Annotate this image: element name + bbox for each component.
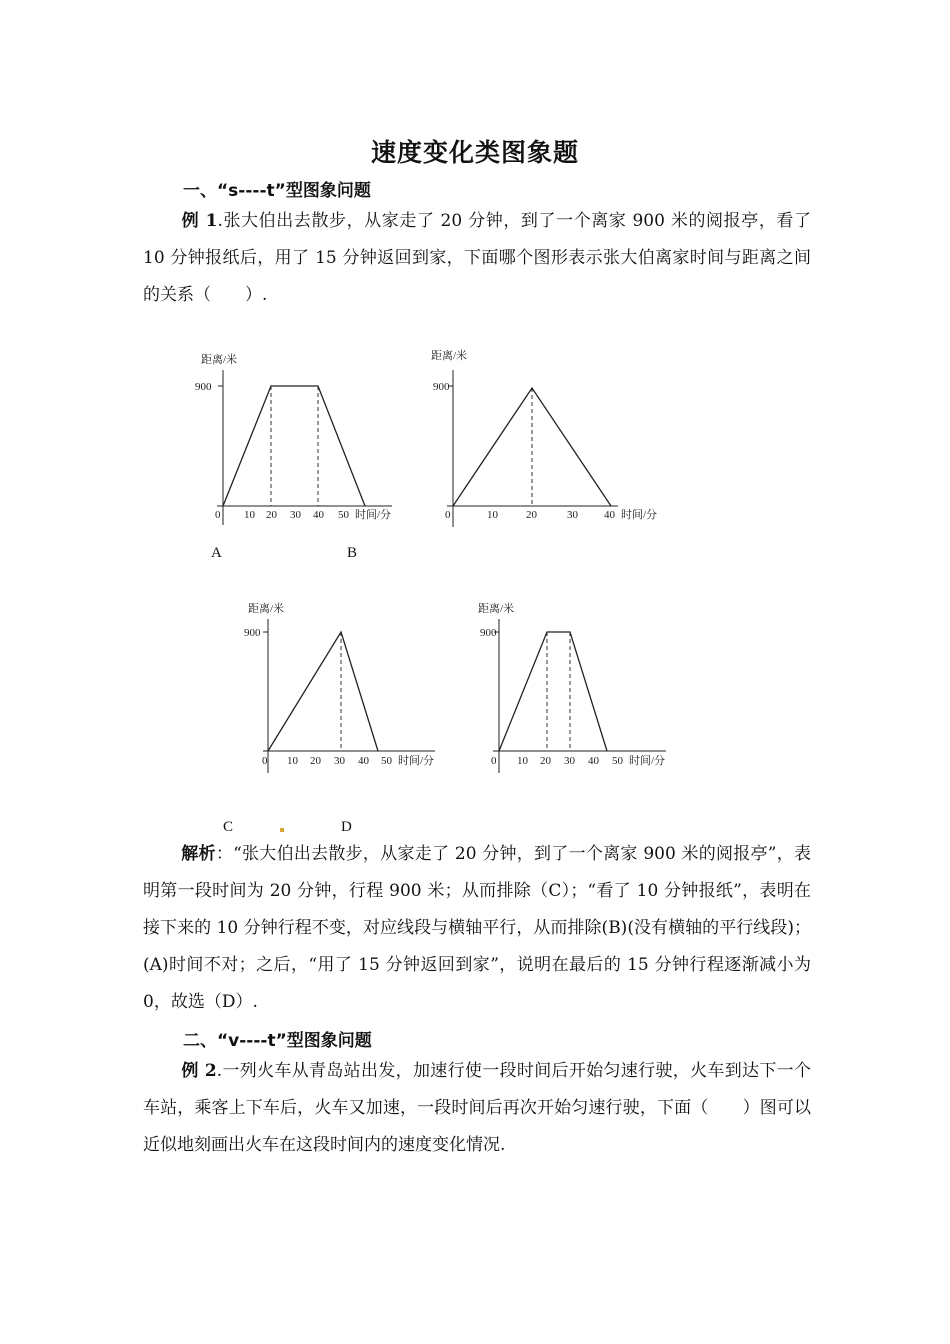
graph-d [468,592,688,786]
graph-c [238,592,448,786]
graph-d-xtick-20: 20 [540,755,551,767]
graph-b-svg [428,345,668,535]
graph-c-svg [238,592,448,782]
graph-a-origin: 0 [215,509,221,521]
graph-d-xtick-50: 50 [612,755,623,767]
graph-a-xtick-30: 30 [290,509,301,521]
graph-a-xtick-20: 20 [266,509,277,521]
option-c-label: C [223,819,234,835]
graph-a-svg [195,345,405,535]
graph-c-ytick: 900 [244,627,261,639]
graph-b-ylabel: 距离/米 [431,350,468,362]
graph-c-line [268,632,378,751]
graph-c-xtick-10: 10 [287,755,298,767]
graph-b [428,345,668,539]
graph-c-ylabel: 距离/米 [248,603,285,615]
analysis-body: ：“张大伯出去散步，从家走了 20 分钟，到了一个离家 900 米的阅报亭”，表明第一段时间为 20 分钟，行程 900 米；从而排除（C）；“看了 10 分钟报纸”，表明在接下来的 10 分钟行程不变，对应线段与横轴平行，从而排除(B)(没有横轴的平行线段)；(A)时间不对；之后，“用了 15 分钟返回到家”，说明在最后的 15 分钟行程逐渐减小为 0，故选（D）. [143,844,812,1012]
page-title: 速度变化类图象题 [370,138,579,167]
example-2-text [143,1053,811,1164]
example-2-label: 例 2 [181,1061,217,1081]
graph-a [195,345,405,539]
graph-c-xtick-30: 30 [334,755,345,767]
graph-c-xtick-50: 50 [381,755,392,767]
graph-c-xtick-20: 20 [310,755,321,767]
option-a-label: A [211,545,222,561]
graph-b-xlabel: 时间/分 [621,509,658,521]
analysis-text [143,836,811,1021]
graph-c-xtick-40: 40 [358,755,369,767]
example-1-body: .张大伯出去散步，从家走了 20 分钟，到了一个离家 900 米的阅报亭，看了 10 分钟报纸后，用了 15 分钟返回到家，下面哪个图形表示张大伯离家时间与距离之间的关系（ ）. [143,211,811,305]
graph-d-svg [468,592,688,782]
section-1-heading: 一、“s----t”型图象问题 [183,181,371,201]
graph-a-xtick-40: 40 [313,509,324,521]
option-b-label: B [347,545,358,561]
graph-b-origin: 0 [445,509,451,521]
graph-b-xtick-40: 40 [604,509,615,521]
graph-d-ylabel: 距离/米 [478,603,515,615]
graph-a-xtick-50: 50 [338,509,349,521]
graph-d-origin: 0 [491,755,497,767]
example-1-label: 例 1 [181,211,218,231]
graph-d-xtick-10: 10 [517,755,528,767]
analysis-label: 解析 [181,844,216,864]
graph-d-xtick-40: 40 [588,755,599,767]
graph-d-xtick-30: 30 [564,755,575,767]
example-1-text [143,203,811,314]
graph-a-xlabel: 时间/分 [355,509,392,521]
highlight-dot [280,828,284,832]
graph-c-origin: 0 [262,755,268,767]
graph-b-xtick-30: 30 [567,509,578,521]
graph-a-xtick-10: 10 [244,509,255,521]
graph-a-line [223,386,365,506]
option-d-label: D [341,819,352,835]
graph-d-xlabel: 时间/分 [629,755,666,767]
graph-c-xlabel: 时间/分 [398,755,435,767]
graph-a-ytick: 900 [195,381,212,393]
graph-b-ytick: 900 [433,381,450,393]
graph-b-xtick-20: 20 [526,509,537,521]
graph-d-ytick: 900 [480,627,497,639]
example-2-body: .一列火车从青岛站出发，加速行使一段时间后开始匀速行驶，火车到达下一个车站，乘客上下车后，火车又加速，一段时间后再次开始匀速行驶，下面（ ）图可以近似地刻画出火车在这段时间内的速度变化情况. [143,1061,812,1155]
graph-b-xtick-10: 10 [487,509,498,521]
graph-d-line [499,632,607,751]
section-2-heading: 二、“v----t”型图象问题 [183,1031,372,1051]
graph-a-ylabel: 距离/米 [201,354,238,366]
